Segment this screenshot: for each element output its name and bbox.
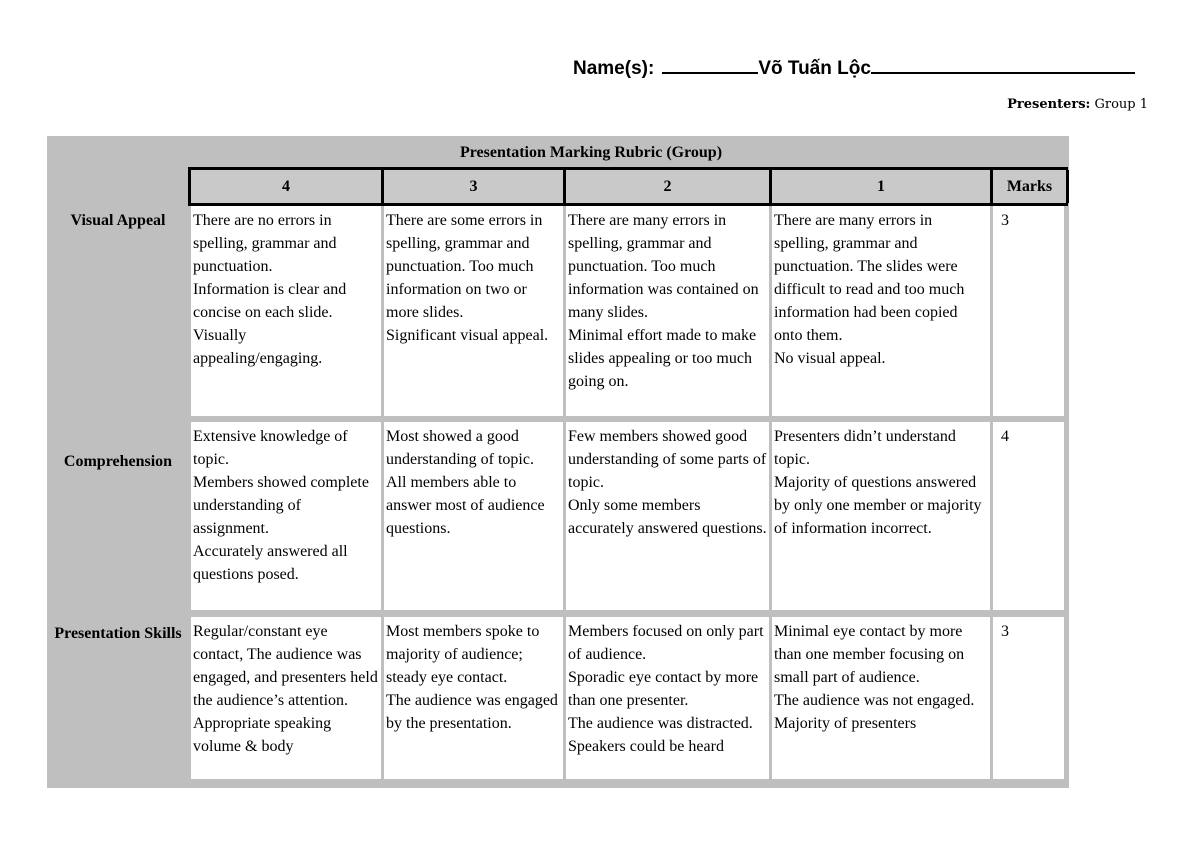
cell-text: There are many errors in spelling, grammar and punctuation. Too much information was contained on many slides. Minimal effort made to make slides appealing or too much going on. <box>568 212 759 390</box>
cell-text: Extensive knowledge of topic. Members showed complete understanding of assignment. Accurately answered all questions posed. <box>193 428 369 583</box>
rubric-table <box>47 136 1069 788</box>
mark-cell-visual-appeal <box>993 206 1064 416</box>
name-blank-left <box>662 52 758 74</box>
mark-value: 3 <box>1001 212 1009 229</box>
cell-text: There are some errors in spelling, grammar and punctuation. Too much information on two or more slides. Significant visual appeal. <box>386 212 549 344</box>
cell-text: Minimal eye contact by more than one member focusing on small part of audience. The audience was not engaged. Majority of presenters <box>774 623 975 732</box>
header-divider <box>1066 170 1069 203</box>
rubric-title: Presentation Marking Rubric (Group) <box>459 144 723 161</box>
column-header-marks: Marks <box>993 170 1066 203</box>
header-divider <box>381 170 384 203</box>
rubric-cell <box>566 422 769 610</box>
name-label: Name(s): <box>573 58 655 79</box>
rubric-cell <box>191 206 381 416</box>
column-header-1: 1 <box>772 170 990 203</box>
row-label-comprehension: Comprehension <box>63 453 173 470</box>
rubric-cell <box>566 206 769 416</box>
header-divider <box>990 170 993 203</box>
rubric-cell <box>772 206 990 416</box>
cell-text: Members focused on only part of audience. Sporadic eye contact by more than one presenter. The audience was distracted. Speakers could be heard <box>568 623 764 755</box>
presenters-label: Presenters: <box>1007 97 1091 112</box>
cell-text: Few members showed good understanding of some parts of topic. Only some members accurately answered questions. <box>568 428 767 537</box>
name-value: Võ Tuấn Lộc <box>758 58 871 79</box>
mark-cell-presentation-skills <box>993 617 1064 779</box>
cell-text: Presenters didn’t understand topic. Majority of questions answered by only one member or majority of information incorrect. <box>774 428 982 537</box>
rubric-cell <box>772 617 990 779</box>
mark-cell-comprehension <box>993 422 1064 610</box>
cell-text: Most members spoke to majority of audience; steady eye contact. The audience was engaged by the presentation. <box>386 623 558 732</box>
row-label-presentation-skills: Presentation Skills <box>54 625 182 642</box>
header-divider <box>769 170 772 203</box>
cell-text: Most showed a good understanding of topic. All members able to answer most of audience questions. <box>386 428 545 537</box>
header-divider <box>563 170 566 203</box>
mark-value: 3 <box>1001 623 1009 640</box>
mark-value: 4 <box>1001 428 1009 445</box>
rubric-cell <box>384 617 563 779</box>
column-header-3: 3 <box>384 170 563 203</box>
rubric-cell <box>191 617 381 779</box>
cell-text: There are no errors in spelling, grammar and punctuation. Information is clear and concise on each slide. Visually appealing/engaging. <box>193 212 347 367</box>
rubric-cell <box>384 206 563 416</box>
cell-text: Regular/constant eye contact, The audience was engaged, and presenters held the audience’s attention. Appropriate speaking volume & body <box>193 623 378 755</box>
rubric-cell <box>772 422 990 610</box>
rubric-cell <box>191 422 381 610</box>
rubric-cell <box>384 422 563 610</box>
cell-text: There are many errors in spelling, grammar and punctuation. The slides were difficult to read and too much information had been copied onto them. No visual appeal. <box>774 212 965 367</box>
presenters-line <box>1007 97 1148 112</box>
column-header-2: 2 <box>566 170 769 203</box>
name-blank-right <box>871 52 1135 74</box>
row-label-visual-appeal: Visual Appeal <box>70 212 166 229</box>
header-divider <box>188 170 191 203</box>
rubric-cell <box>566 617 769 779</box>
presenters-value: Group 1 <box>1094 97 1148 112</box>
column-header-4: 4 <box>191 170 381 203</box>
name-line <box>573 52 1135 80</box>
